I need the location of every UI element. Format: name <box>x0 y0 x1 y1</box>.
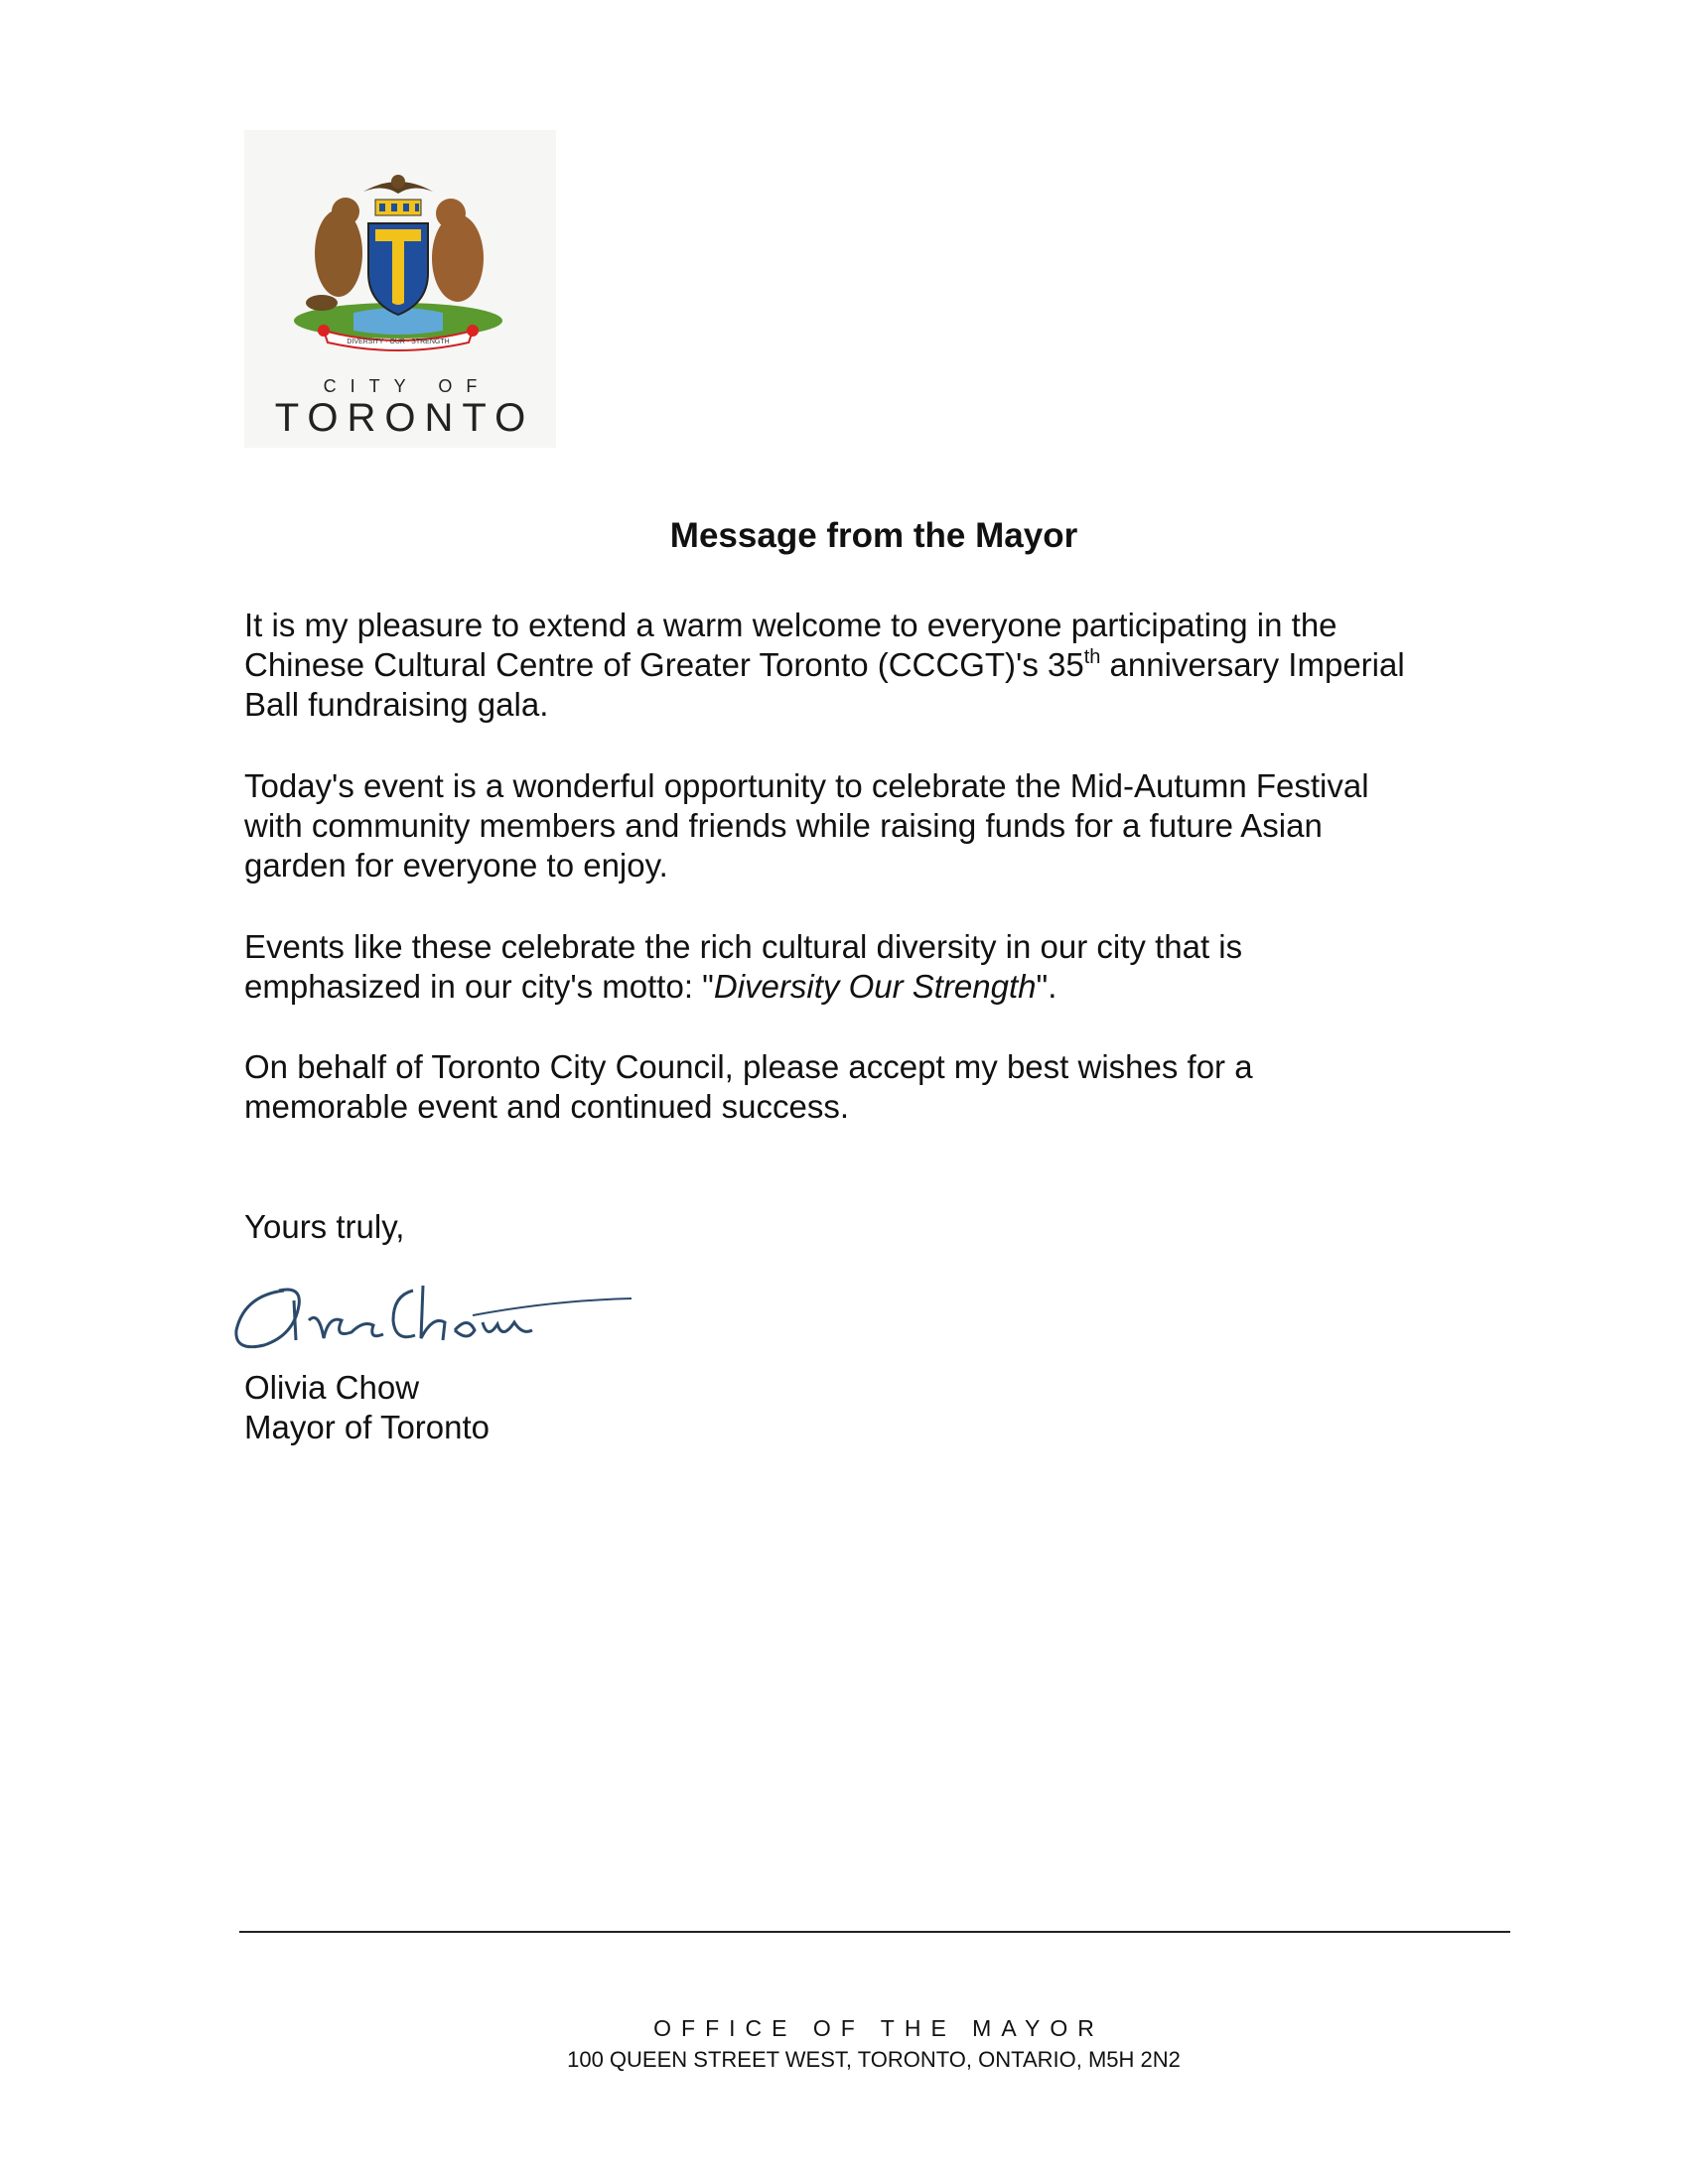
signatory-name: Olivia Chow <box>244 1369 420 1406</box>
coat-of-arms-icon <box>284 154 512 352</box>
city-of-toronto-logo <box>244 130 556 448</box>
paragraph-event <box>244 766 1515 886</box>
paragraph-line: Today's event is a wonderful opportunity to celebrate the Mid-Autumn Festival <box>244 767 1369 804</box>
line-text: Chinese Cultural Centre of Greater Toronto (CCCGT)'s 35 <box>244 646 1084 683</box>
closing-salutation: Yours truly, <box>244 1208 405 1245</box>
logo-toronto-text: TORONTO <box>274 396 535 440</box>
paragraph-line <box>244 645 1515 685</box>
paragraph-line: garden for everyone to enjoy. <box>244 847 668 884</box>
line-text: emphasized in our city's motto: " <box>244 968 714 1005</box>
paragraph-line: memorable event and continued success. <box>244 1088 850 1125</box>
handwritten-signature <box>224 1261 641 1360</box>
line-text: anniversary Imperial <box>1100 646 1405 683</box>
line-text: ". <box>1036 968 1057 1005</box>
paragraph-line: On behalf of Toronto City Council, please accept my best wishes for a <box>244 1048 1253 1085</box>
paragraph-line <box>244 967 1515 1007</box>
superscript-th: th <box>1083 646 1101 668</box>
motto-italic: Diversity Our Strength <box>713 968 1037 1005</box>
paragraph-line: Events like these celebrate the rich cultural diversity in our city that is <box>244 928 1243 965</box>
paragraph-line: Ball fundraising gala. <box>244 686 549 723</box>
logo-city-of-text: CITY OF <box>323 376 492 396</box>
motto-ribbon-text: DIVERSITY · OUR · STRENGTH <box>347 339 450 345</box>
paragraph-wishes <box>244 1047 1515 1127</box>
signatory-title: Mayor of Toronto <box>244 1409 491 1445</box>
paragraph-line: with community members and friends while raising funds for a future Asian <box>244 807 1323 844</box>
footer-address: 100 QUEEN STREET WEST, TORONTO, ONTARIO, M5H 2N2 <box>567 2047 1181 2072</box>
footer-office: OFFICE OF THE MAYOR <box>653 2015 1104 2041</box>
paragraph-diversity <box>244 927 1515 1007</box>
footer-divider <box>239 1931 1510 1933</box>
paragraph-line: It is my pleasure to extend a warm welcome to everyone participating in the <box>244 607 1337 643</box>
letter-title: Message from the Mayor <box>669 516 1078 555</box>
paragraph-welcome <box>244 606 1515 725</box>
